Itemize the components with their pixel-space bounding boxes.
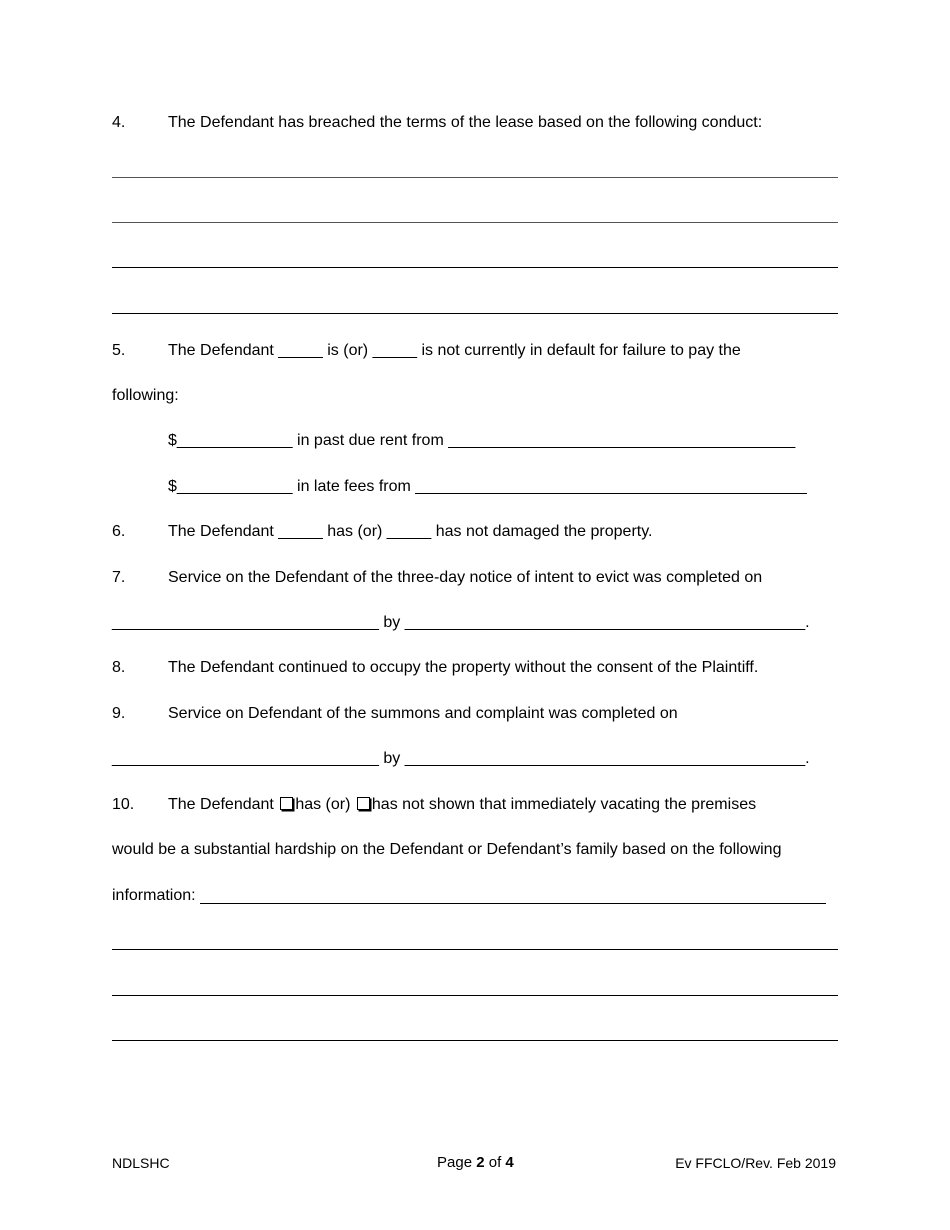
past-due-rent-line[interactable]: $_____________ in past due rent from _______________________________________ bbox=[168, 432, 796, 449]
item-text: The Defendant continued to occupy the property without the consent of the Plaintiff. bbox=[168, 659, 759, 676]
item-text: The Defendant _____ has (or) _____ has not damaged the property. bbox=[168, 523, 653, 540]
blank-line-hardship-1[interactable] bbox=[112, 949, 838, 950]
checkbox-has[interactable] bbox=[280, 797, 293, 810]
item-10 bbox=[112, 795, 756, 815]
option-has-label: has (or) bbox=[295, 796, 351, 813]
item-5-continuation: following: bbox=[112, 387, 179, 404]
item-7-date-by-line[interactable]: ______________________________ by _____________________________________________. bbox=[112, 614, 810, 631]
footer-org: NDLSHC bbox=[112, 1155, 170, 1171]
late-fees-line[interactable]: $_____________ in late fees from ____________________________________________ bbox=[168, 478, 807, 495]
item-4 bbox=[112, 113, 762, 133]
item-text: Service on the Defendant of the three-day notice of intent to evict was completed on bbox=[168, 569, 763, 586]
page-prefix: Page bbox=[437, 1154, 473, 1171]
blank-line-conduct-1[interactable] bbox=[112, 177, 838, 178]
page-current: 2 bbox=[476, 1154, 485, 1171]
item-8 bbox=[112, 658, 758, 678]
item-text-pre: The Defendant bbox=[168, 796, 274, 813]
item-5 bbox=[112, 341, 741, 361]
blank-line-hardship-3[interactable] bbox=[112, 1040, 838, 1041]
item-text: The Defendant _____ is (or) _____ is not currently in default for failure to pay the bbox=[168, 342, 741, 359]
item-10-line-3 bbox=[112, 886, 826, 906]
footer-page-number bbox=[437, 1153, 514, 1173]
option-has-not-label: has not shown that immediately vacating the premises bbox=[371, 796, 757, 813]
item-9 bbox=[112, 704, 678, 724]
information-label: information: bbox=[112, 887, 196, 904]
item-10-line-2: would be a substantial hardship on the Defendant or Defendant’s family based on the following bbox=[112, 841, 782, 858]
item-number: 4. bbox=[112, 114, 126, 131]
footer-form-id: Ev FFCLO/Rev. Feb 2019 bbox=[675, 1155, 836, 1171]
item-text: Service on Defendant of the summons and complaint was completed on bbox=[168, 705, 678, 722]
blank-line-conduct-2[interactable] bbox=[112, 222, 838, 223]
item-text: The Defendant has breached the terms of the lease based on the following conduct: bbox=[168, 114, 763, 131]
page-total: 4 bbox=[505, 1154, 514, 1171]
item-number: 10. bbox=[112, 796, 135, 813]
item-number: 6. bbox=[112, 523, 126, 540]
item-number: 7. bbox=[112, 569, 126, 586]
blank-line-conduct-3[interactable] bbox=[112, 267, 838, 268]
information-field[interactable] bbox=[200, 903, 826, 904]
blank-line-conduct-4[interactable] bbox=[112, 313, 838, 314]
checkbox-has-not[interactable] bbox=[357, 797, 370, 810]
item-6 bbox=[112, 522, 652, 542]
item-9-date-by-line[interactable]: ______________________________ by _____________________________________________. bbox=[112, 750, 810, 767]
item-number: 5. bbox=[112, 342, 126, 359]
item-number: 9. bbox=[112, 705, 126, 722]
blank-line-hardship-2[interactable] bbox=[112, 995, 838, 996]
item-number: 8. bbox=[112, 659, 126, 676]
page-of: of bbox=[488, 1154, 502, 1171]
item-7 bbox=[112, 568, 762, 588]
